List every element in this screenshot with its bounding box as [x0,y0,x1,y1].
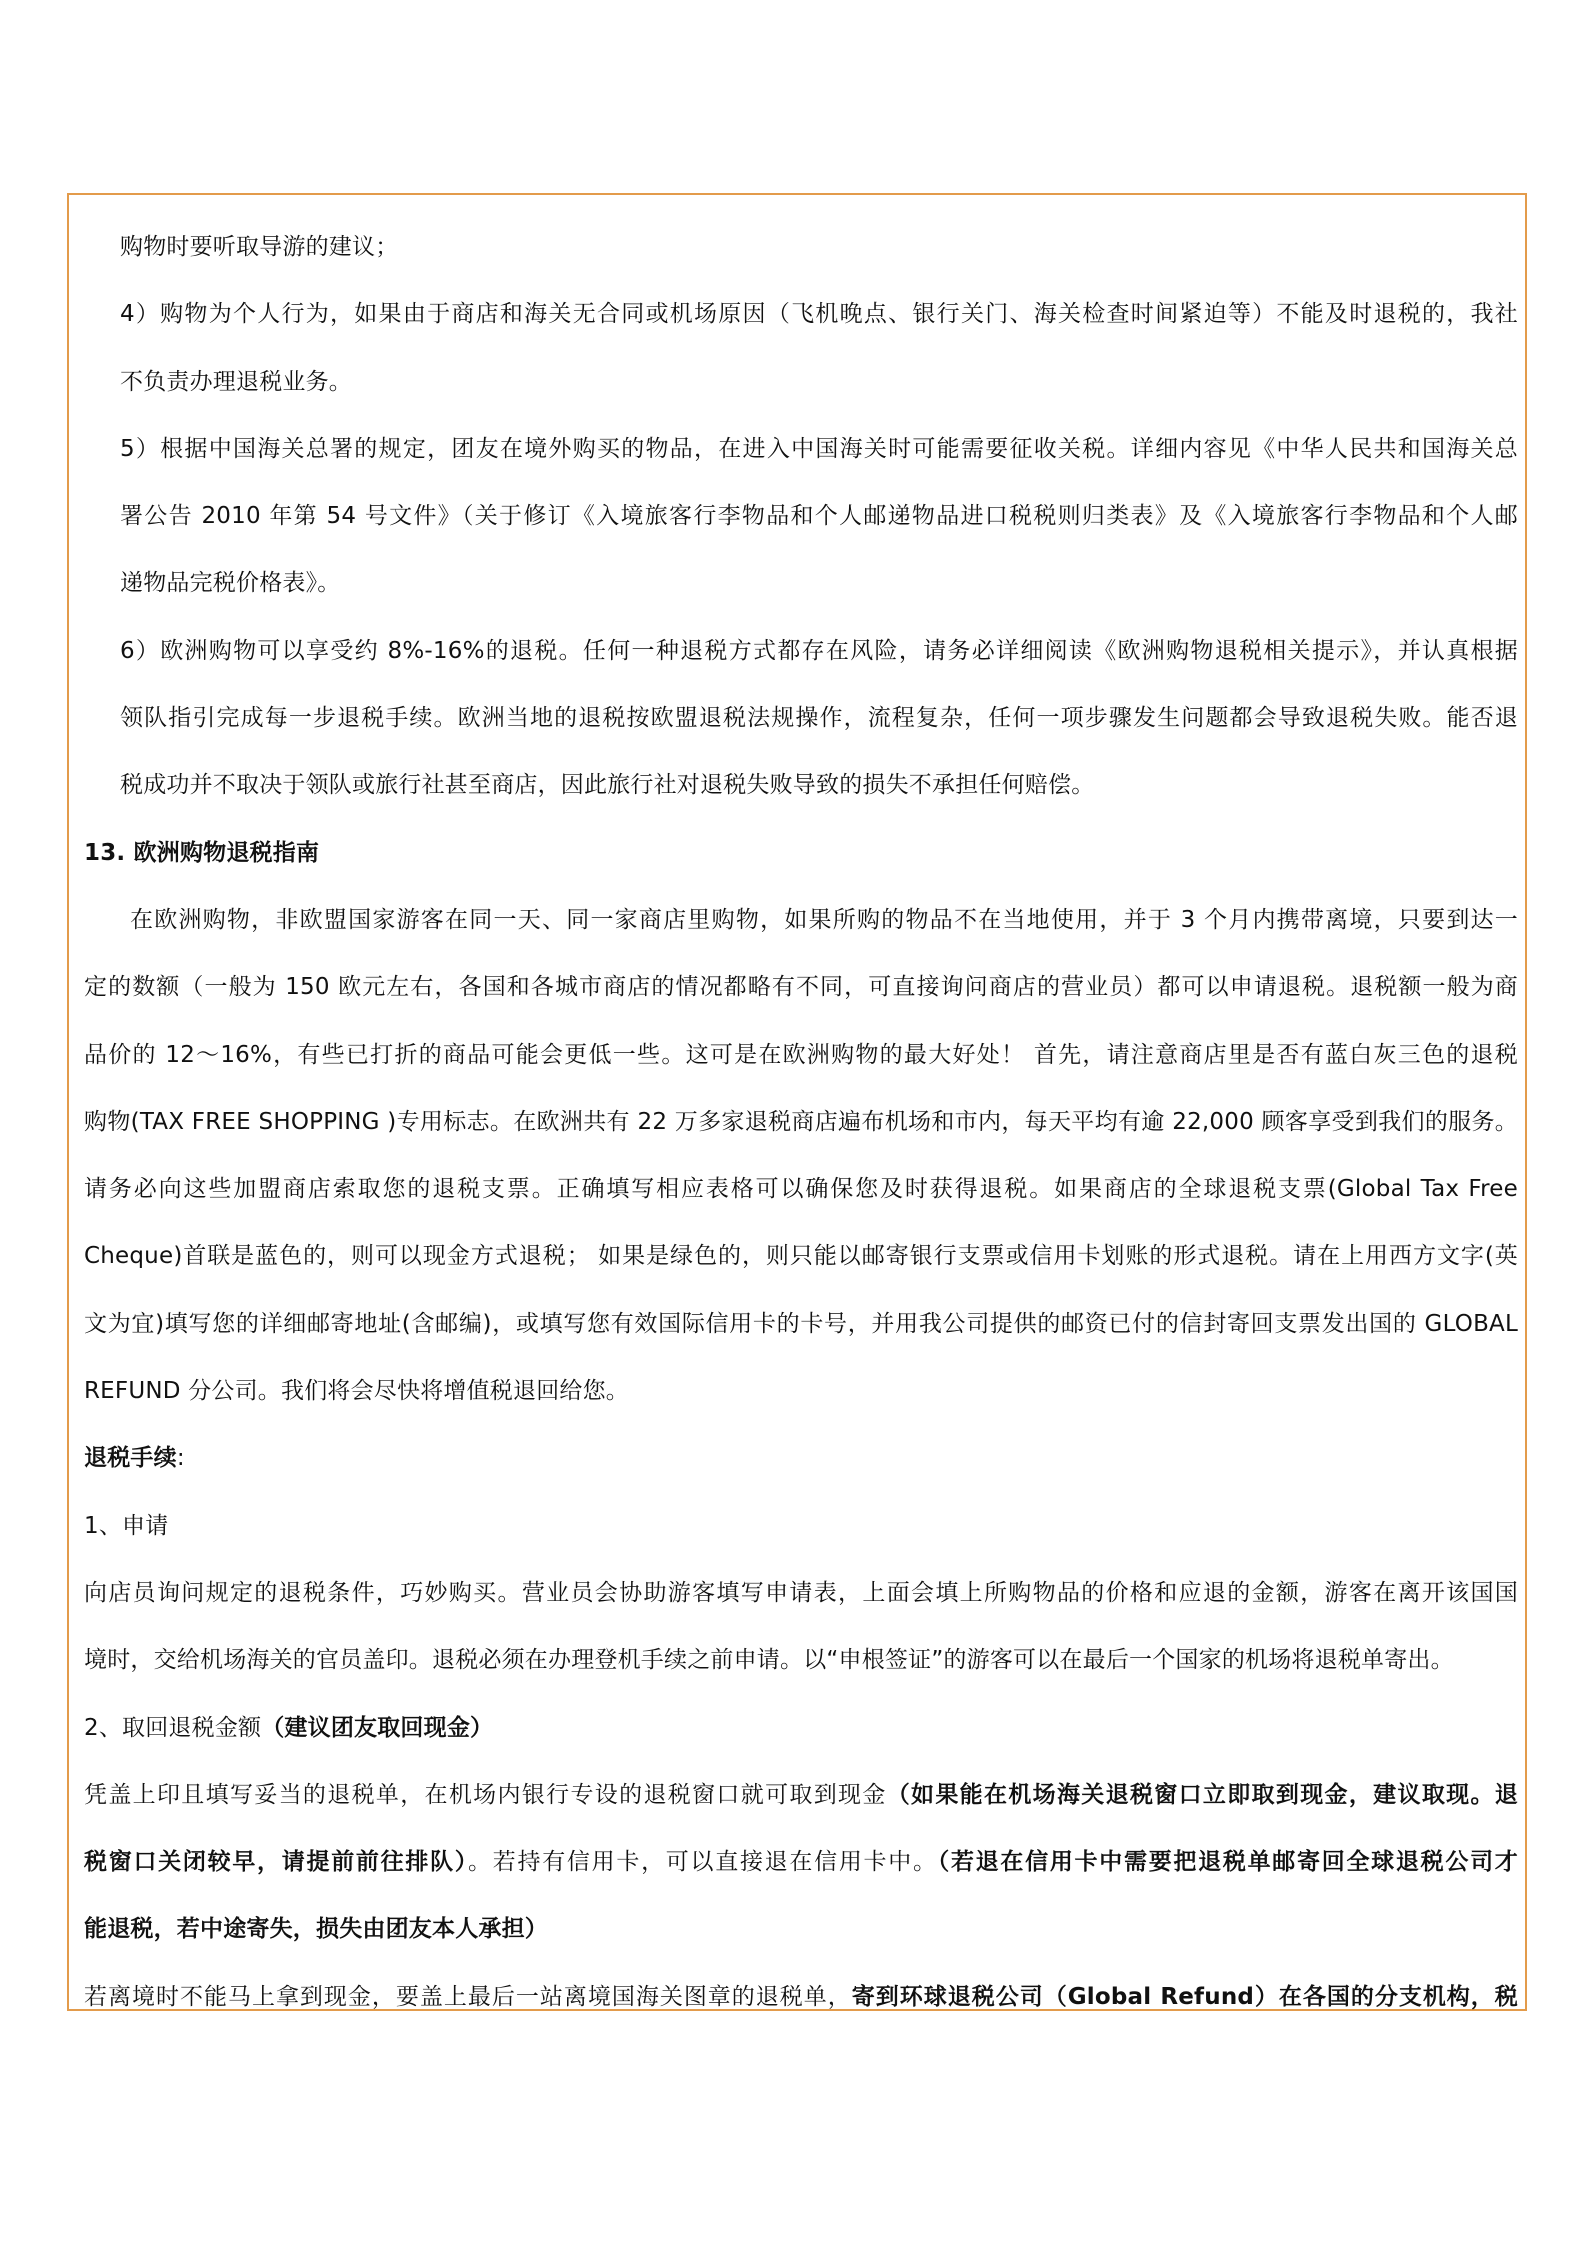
step-title-note: （建议团友取回现金） [261,1714,494,1741]
text-segment: 。若持有信用卡，可以直接退在信用卡中。 [468,1849,938,1876]
text-line: 6）欧洲购物可以享受约 8%-16%的退税。任何一种退税方式都存在风险，请务必详细阅读《欧洲购物退税相关提示》，并认真根据 [120,637,1518,664]
text-line: REFUND 分公司。我们将会尽快将增值税退回给您。 [84,1378,630,1405]
text-line: 定的数额（一般为 150 欧元左右，各国和各城市商店的情况都略有不同，可直接询问商店的营业员）都可以申请退税。退税额一般为商 [84,974,1518,1001]
text-line: 向店员询问规定的退税条件，巧妙购买。营业员会协助游客填写申请表，上面会填上所购物品的价格和应退的金额，游客在离开该国国 [84,1579,1518,1606]
text-segment-bold: 税窗口关闭较早，请提前前往排队） [84,1849,469,1876]
text-line: 不负责办理退税业务。 [120,368,352,395]
text-line: 购物(TAX FREE SHOPPING )专用标志。在欧洲共有 22 万多家退税商店遍布机场和市内，每天平均有逾 22,000 顾客享受到我们的服务。 [84,1108,1518,1135]
text-line: 领队指引完成每一步退税手续。欧洲当地的退税按欧盟退税法规操作，流程复杂，任何一项步骤发生问题都会导致退税失败。能否退 [120,705,1518,732]
text-segment-bold: （若退在信用卡中需要把退税单邮寄回全球退税公司才 [937,1849,1518,1876]
subheading-line [84,1425,1518,1492]
step-title-text: 2、取回退税金额 [84,1714,262,1741]
text-segment-bold: 寄到环球退税公司（Global Refund）在各国的分支机构，税 [851,1983,1518,2010]
text-line: 境时，交给机场海关的官员盖印。退税必须在办理登机手续之前申请。以“申根签证”的游客可以在最后一个国家的机场将退税单寄出。 [84,1647,1454,1674]
text-segment: 凭盖上印且填写妥当的退税单，在机场内银行专设的退税窗口就可取到现金 [84,1781,887,1808]
step-title: 1、申请 [84,1512,169,1539]
text-line: 税成功并不取决于领队或旅行社甚至商店，因此旅行社对退税失败导致的损失不承担任何赔偿。 [120,772,1095,799]
text-line [84,1964,1518,2031]
text-line: 品价的 12～16%，有些已打折的商品可能会更低一些。这可是在欧洲购物的最大好处！ 首先，请注意商店里是否有蓝白灰三色的退税 [84,1041,1518,1068]
text-line: 文为宜)填写您的详细邮寄地址(含邮编)，或填写您有效国际信用卡的卡号，并用我公司提供的邮资已付的信封寄回支票发出国的 GLOBAL [84,1310,1518,1337]
text-line: 递物品完税价格表》。 [120,570,341,597]
text-line: 5）根据中国海关总署的规定，团友在境外购买的物品，在进入中国海关时可能需要征收关税。详细内容见《中华人民共和国海关总 [120,435,1518,462]
document-body [84,214,1518,2031]
text-line: 署公告 2010 年第 54 号文件》（关于修订《入境旅客行李物品和个人邮递物品进口税税则归类表》及《入境旅客行李物品和个人邮 [120,503,1518,530]
section-heading: 13. 欧洲购物退税指南 [84,839,320,866]
text-line: 4）购物为个人行为，如果由于商店和海关无合同或机场原因（飞机晚点、银行关门、海关检查时间紧迫等）不能及时退税的，我社 [120,301,1518,328]
text-line: 能退税，若中途寄失，损失由团友本人承担） [84,1916,548,1943]
text-line: 在欧洲购物，非欧盟国家游客在同一天、同一家商店里购物，如果所购的物品不在当地使用，并于 3 个月内携带离境，只要到达一 [130,906,1518,933]
procedure-colon: : [176,1445,185,1472]
text-segment: 若离境时不能马上拿到现金，要盖上最后一站离境国海关图章的退税单， [84,1983,852,2010]
step-title [84,1695,1518,1762]
procedure-label: 退税手续 [84,1445,177,1472]
text-segment-bold: （如果能在机场海关退税窗口立即取到现金，建议取现。退 [886,1781,1519,1808]
text-line: Cheque)首联是蓝色的，则可以现金方式退税； 如果是绿色的，则只能以邮寄银行支票或信用卡划账的形式退税。请在上用西方文字(英 [84,1243,1518,1270]
text-line: 请务必向这些加盟商店索取您的退税支票。正确填写相应表格可以确保您及时获得退税。如果商店的全球退税支票(Global Tax Free [84,1176,1518,1203]
text-line [84,1829,1518,1896]
text-line [84,1762,1518,1829]
text-line: 购物时要听取导游的建议； [120,234,399,260]
